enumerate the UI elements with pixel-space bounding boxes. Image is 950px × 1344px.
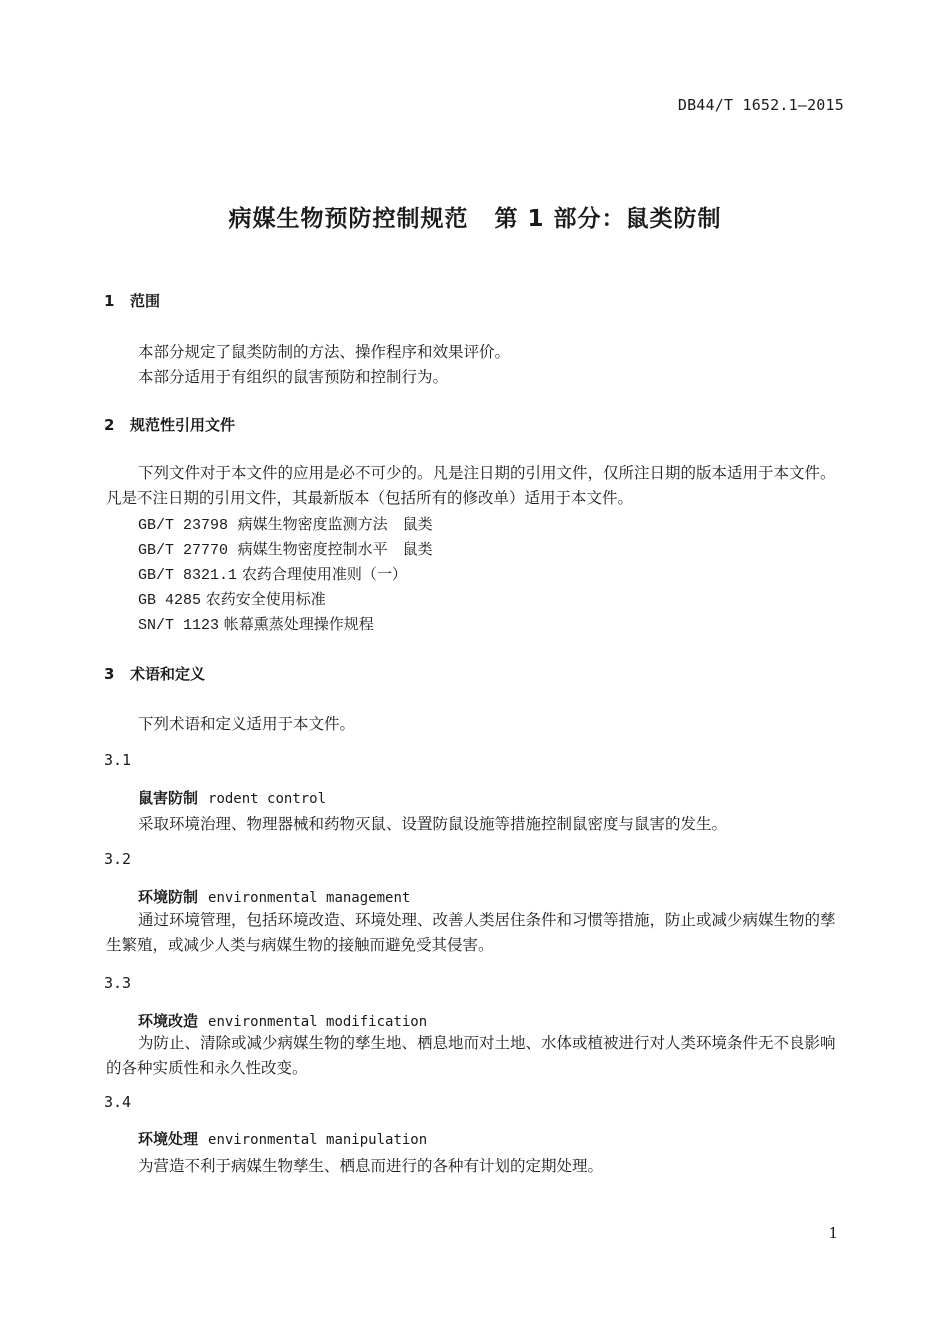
section-heading-normative-references xyxy=(104,414,235,435)
term-zh: 环境防制 xyxy=(138,888,199,906)
reference-code: GB/T 8321.1 xyxy=(138,567,238,584)
reference-code: SN/T 1123 xyxy=(138,617,220,634)
section-number: 1 xyxy=(104,292,115,310)
term-heading xyxy=(138,787,326,808)
reference-item xyxy=(138,588,326,609)
reference-code: GB/T 23798 xyxy=(138,517,229,534)
title-sub: 第 1 部分：鼠类防制 xyxy=(494,206,722,232)
term-number: 3.1 xyxy=(104,751,132,769)
reference-item xyxy=(138,513,433,534)
reference-item xyxy=(138,613,374,634)
section-title: 术语和定义 xyxy=(130,665,206,683)
reference-code: GB/T 27770 xyxy=(138,542,229,559)
reference-item xyxy=(138,538,433,559)
reference-title: 农药合理使用准则（一） xyxy=(241,565,407,583)
title-main: 病媒生物预防控制规范 xyxy=(228,206,469,232)
scope-line-2: 本部分适用于有组织的鼠害预防和控制行为。 xyxy=(138,368,449,386)
term-definition: 为防止、清除或减少病媒生物的孳生地、栖息地而对土地、水体或植被进行对人类环境条件无不良影响的各种实质性和永久性改变。 xyxy=(106,1034,836,1077)
reference-title: 病媒生物密度控制水平 鼠类 xyxy=(237,540,433,558)
term-definition: 通过环境管理，包括环境改造、环境处理、改善人类居住条件和习惯等措施，防止或减少病媒生物的孳生繁殖，或减少人类与病媒生物的接触而避免受其侵害。 xyxy=(106,911,836,954)
term-en: environmental modification xyxy=(208,1014,428,1030)
term-definition: 为营造不利于病媒生物孳生、栖息而进行的各种有计划的定期处理。 xyxy=(138,1157,604,1175)
reference-code: GB 4285 xyxy=(138,592,202,609)
section-number: 2 xyxy=(104,416,115,434)
term-number: 3.2 xyxy=(104,850,132,868)
reference-title: 帐幕熏蒸处理操作规程 xyxy=(223,615,374,633)
document-id: DB44/T 1652.1—2015 xyxy=(677,96,844,114)
section-heading-scope xyxy=(104,290,160,311)
term-zh: 环境处理 xyxy=(138,1130,199,1148)
references-intro: 下列文件对于本文件的应用是必不可少的。凡是注日期的引用文件，仅所注日期的版本适用于本文件。凡是不注日期的引用文件，其最新版本（包括所有的修改单）适用于本文件。 xyxy=(106,464,836,507)
section-heading-terms xyxy=(104,663,205,684)
term-definition: 采取环境治理、物理器械和药物灭鼠、设置防鼠设施等措施控制鼠密度与鼠害的发生。 xyxy=(138,815,728,833)
section-title: 范围 xyxy=(130,292,161,310)
term-zh: 环境改造 xyxy=(138,1012,199,1030)
term-heading xyxy=(138,1128,427,1149)
page-number: 1 xyxy=(828,1224,838,1242)
section-title: 规范性引用文件 xyxy=(130,416,236,434)
term-number: 3.3 xyxy=(104,974,132,992)
page-title xyxy=(0,200,950,233)
term-number: 3.4 xyxy=(104,1093,132,1111)
scope-line-1: 本部分规定了鼠类防制的方法、操作程序和效果评价。 xyxy=(138,343,511,361)
reference-title: 农药安全使用标准 xyxy=(205,590,326,608)
section-number: 3 xyxy=(104,665,115,683)
term-heading xyxy=(138,886,410,907)
term-en: rodent control xyxy=(208,791,327,807)
term-en: environmental manipulation xyxy=(208,1132,428,1148)
term-zh: 鼠害防制 xyxy=(138,789,199,807)
terms-intro: 下列术语和定义适用于本文件。 xyxy=(138,715,356,733)
reference-item xyxy=(138,563,407,584)
term-en: environmental management xyxy=(208,890,411,906)
reference-title: 病媒生物密度监测方法 鼠类 xyxy=(237,515,433,533)
term-heading xyxy=(138,1010,427,1031)
